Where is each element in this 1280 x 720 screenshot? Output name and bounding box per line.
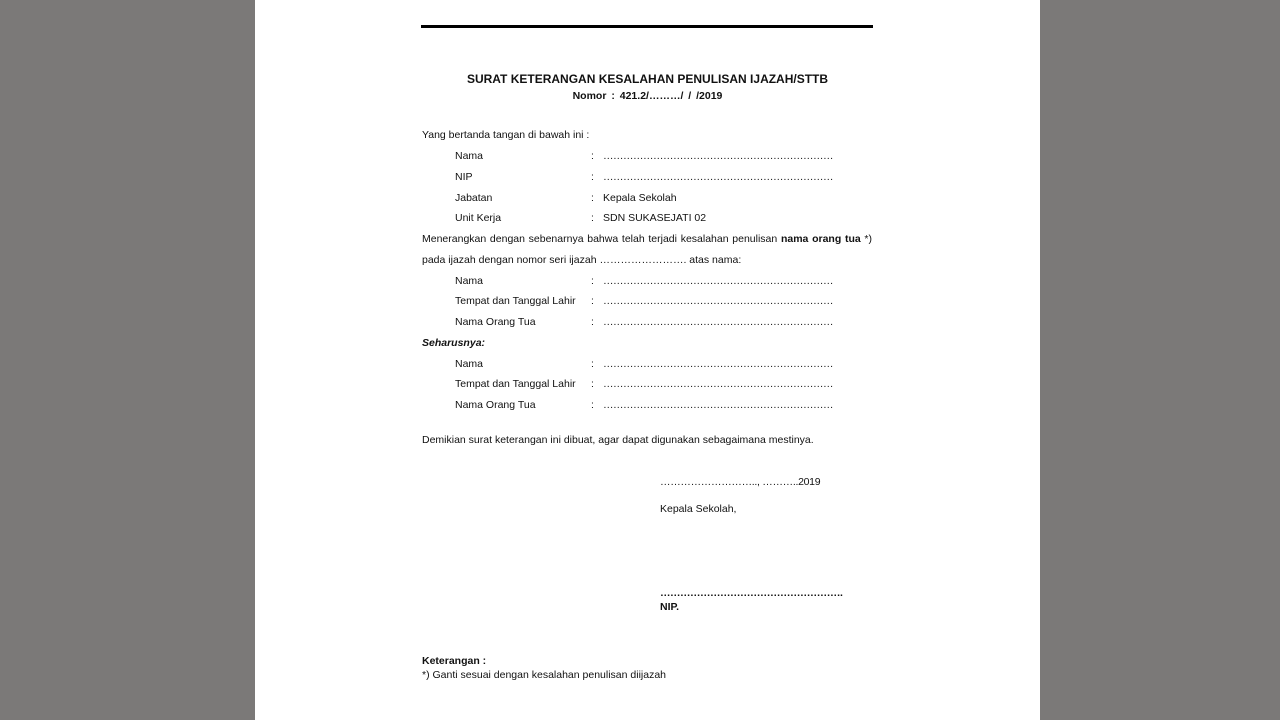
closing-text: Demikian surat keterangan ini dibuat, agar dapat digunakan sebagaimana mestinya. [422, 434, 814, 446]
document-page [255, 0, 1040, 720]
signer-name-value: …………………………………………………………… [603, 150, 833, 162]
signer-nip-label: NIP [455, 171, 473, 183]
wrong-birth-value: …………………………………………………………… [603, 295, 833, 307]
signer-name-colon: : [591, 150, 594, 162]
notes-heading: Keterangan : [422, 655, 487, 667]
wrong-name-value: …………………………………………………………… [603, 275, 833, 287]
signer-name-label: Nama [455, 150, 484, 162]
place-date: ……………………….., ………..2019 [660, 476, 821, 488]
document-number: Nomor : 421.2/………/ / /2019 [572, 90, 723, 102]
statement-line-1 [422, 233, 872, 246]
header-rule [421, 25, 873, 28]
correct-name-colon: : [591, 358, 594, 370]
correct-birth-colon: : [591, 378, 594, 390]
wrong-parent-value: …………………………………………………………… [603, 316, 833, 328]
signer-unit-label: Unit Kerja [455, 212, 502, 224]
correct-parent-value: …………………………………………………………… [603, 399, 833, 411]
correct-parent-label: Nama Orang Tua [455, 399, 536, 411]
signer-title: Kepala Sekolah, [660, 503, 737, 515]
document-title: SURAT KETERANGAN KESALAHAN PENULISAN IJAZAH/STTB [466, 72, 829, 86]
statement-text: Menerangkan dengan sebenarnya bahwa telah terjadi kesalahan penulisan [422, 233, 781, 245]
wrong-parent-colon: : [591, 316, 594, 328]
statement-line-2: pada ijazah dengan nomor seri ijazah ……………………. atas nama: [422, 254, 742, 266]
notes-text: *) Ganti sesuai dengan kesalahan penulisan diijazah [422, 669, 667, 681]
should-be-heading: Seharusnya: [422, 337, 486, 349]
intro-text: Yang bertanda tangan di bawah ini : [422, 129, 590, 141]
correct-birth-value: …………………………………………………………… [603, 378, 833, 390]
wrong-birth-label: Tempat dan Tanggal Lahir [455, 295, 576, 307]
signer-position-label: Jabatan [455, 192, 493, 204]
signer-unit-value: SDN SUKASEJATI 02 [603, 212, 707, 224]
wrong-name-label: Nama [455, 275, 484, 287]
signature-line: ………………………………………………. [660, 587, 843, 599]
signer-nip: NIP. [660, 601, 680, 613]
signer-unit-colon: : [591, 212, 594, 224]
signer-nip-colon: : [591, 171, 594, 183]
wrong-name-colon: : [591, 275, 594, 287]
statement-bold-text: nama orang tua [780, 233, 861, 245]
correct-birth-label: Tempat dan Tanggal Lahir [455, 378, 576, 390]
statement-footnote-mark: *) [860, 233, 873, 245]
wrong-parent-label: Nama Orang Tua [455, 316, 536, 328]
signer-nip-value: …………………………………………………………… [603, 171, 833, 183]
signer-position-value: Kepala Sekolah [603, 192, 677, 204]
signer-position-colon: : [591, 192, 594, 204]
wrong-birth-colon: : [591, 295, 594, 307]
correct-name-value: …………………………………………………………… [603, 358, 833, 370]
correct-parent-colon: : [591, 399, 594, 411]
correct-name-label: Nama [455, 358, 484, 370]
